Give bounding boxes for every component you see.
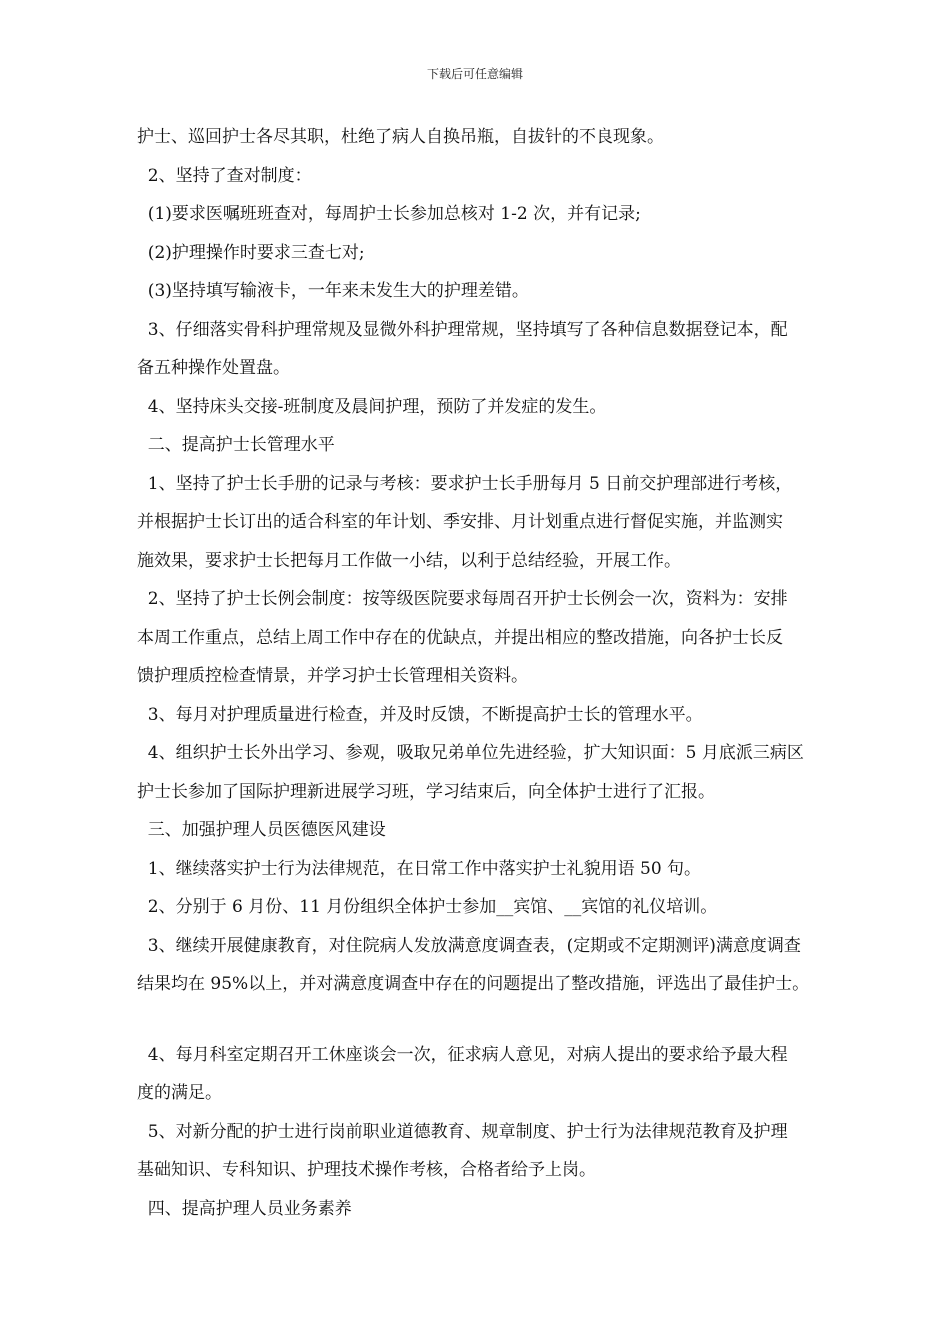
text-line: 4、每月科室定期召开工休座谈会一次，征求病人意见，对病人提出的要求给予最大程 <box>137 1044 788 1065</box>
text-line: 基础知识、专科知识、护理技术操作考核，合格者给予上岗。 <box>137 1160 596 1180</box>
text-line: 4、坚持床头交接-班制度及晨间护理，预防了并发症的发生。 <box>137 396 607 417</box>
text-line: 2、分别于 6 月份、11 月份组织全体护士参加__宾馆、__宾馆的礼仪培训。 <box>137 897 718 917</box>
text-line: 3、仔细落实骨科护理常规及显微外科护理常规，坚持填写了各种信息数据登记本，配 <box>137 319 788 340</box>
blank-line-gap <box>137 1004 885 1036</box>
text-line: 备五种操作处置盘。 <box>137 358 290 378</box>
text-line: 3、每月对护理质量进行检查，并及时反馈，不断提高护士长的管理水平。 <box>137 704 703 725</box>
text-line: 并根据护士长订出的适合科室的年计划、季安排、月计划重点进行督促实施，并监测实 <box>137 512 783 532</box>
text-line: (1)要求医嘱班班查对，每周护士长参加总核对 1-2 次，并有记录; <box>137 204 641 224</box>
text-line: 三、加强护理人员医德医风建设 <box>137 820 386 840</box>
text-line: 3、继续开展健康教育，对住院病人发放满意度调查表，(定期或不定期测评)满意度调查 <box>137 935 801 956</box>
text-line: 护士、巡回护士各尽其职，杜绝了病人自换吊瓶，自拔针的不良现象。 <box>137 127 664 147</box>
text-line: 4、组织护士长外出学习、参观，吸取兄弟单位先进经验，扩大知识面：5 月底派三病区 <box>137 743 804 763</box>
text-block-before-gap <box>137 118 885 1004</box>
text-line: 护士长参加了国际护理新进展学习班，学习结束后，向全体护士进行了汇报。 <box>137 781 715 802</box>
text-line: 馈护理质控检查情景，并学习护士长管理相关资料。 <box>137 666 528 686</box>
text-line: 5、对新分配的护士进行岗前职业道德教育、规章制度、护士行为法律规范教育及护理 <box>137 1121 788 1142</box>
text-line: 2、坚持了查对制度： <box>137 165 312 186</box>
text-line: (3)坚持填写输液卡，一年来未发生大的护理差错。 <box>137 281 529 301</box>
text-line: 二、提高护士长管理水平 <box>137 435 335 455</box>
text-line: (2)护理操作时要求三查七对; <box>137 242 365 263</box>
page-header: 下载后可任意编辑 <box>426 67 523 81</box>
text-line: 结果均在 95%以上，并对满意度调查中存在的问题提出了整改措施，评选出了最佳护士。 <box>137 974 810 994</box>
text-line: 2、坚持了护士长例会制度：按等级医院要求每周召开护士长例会一次，资料为：安排 <box>137 589 788 609</box>
text-line: 度的满足。 <box>137 1083 222 1103</box>
text-line: 1、继续落实护士行为法律规范，在日常工作中落实护士礼貌用语 50 句。 <box>137 858 702 879</box>
document-body <box>137 118 885 1228</box>
text-line: 本周工作重点，总结上周工作中存在的优缺点，并提出相应的整改措施，向各护士长反 <box>137 627 783 648</box>
text-line: 施效果，要求护士长把每月工作做一小结，以利于总结经验，开展工作。 <box>137 550 681 571</box>
text-block-after-gap <box>137 1036 885 1229</box>
text-line: 1、坚持了护士长手册的记录与考核：要求护士长手册每月 5 日前交护理部进行考核， <box>137 473 793 494</box>
text-line: 四、提高护理人员业务素养 <box>137 1198 352 1219</box>
